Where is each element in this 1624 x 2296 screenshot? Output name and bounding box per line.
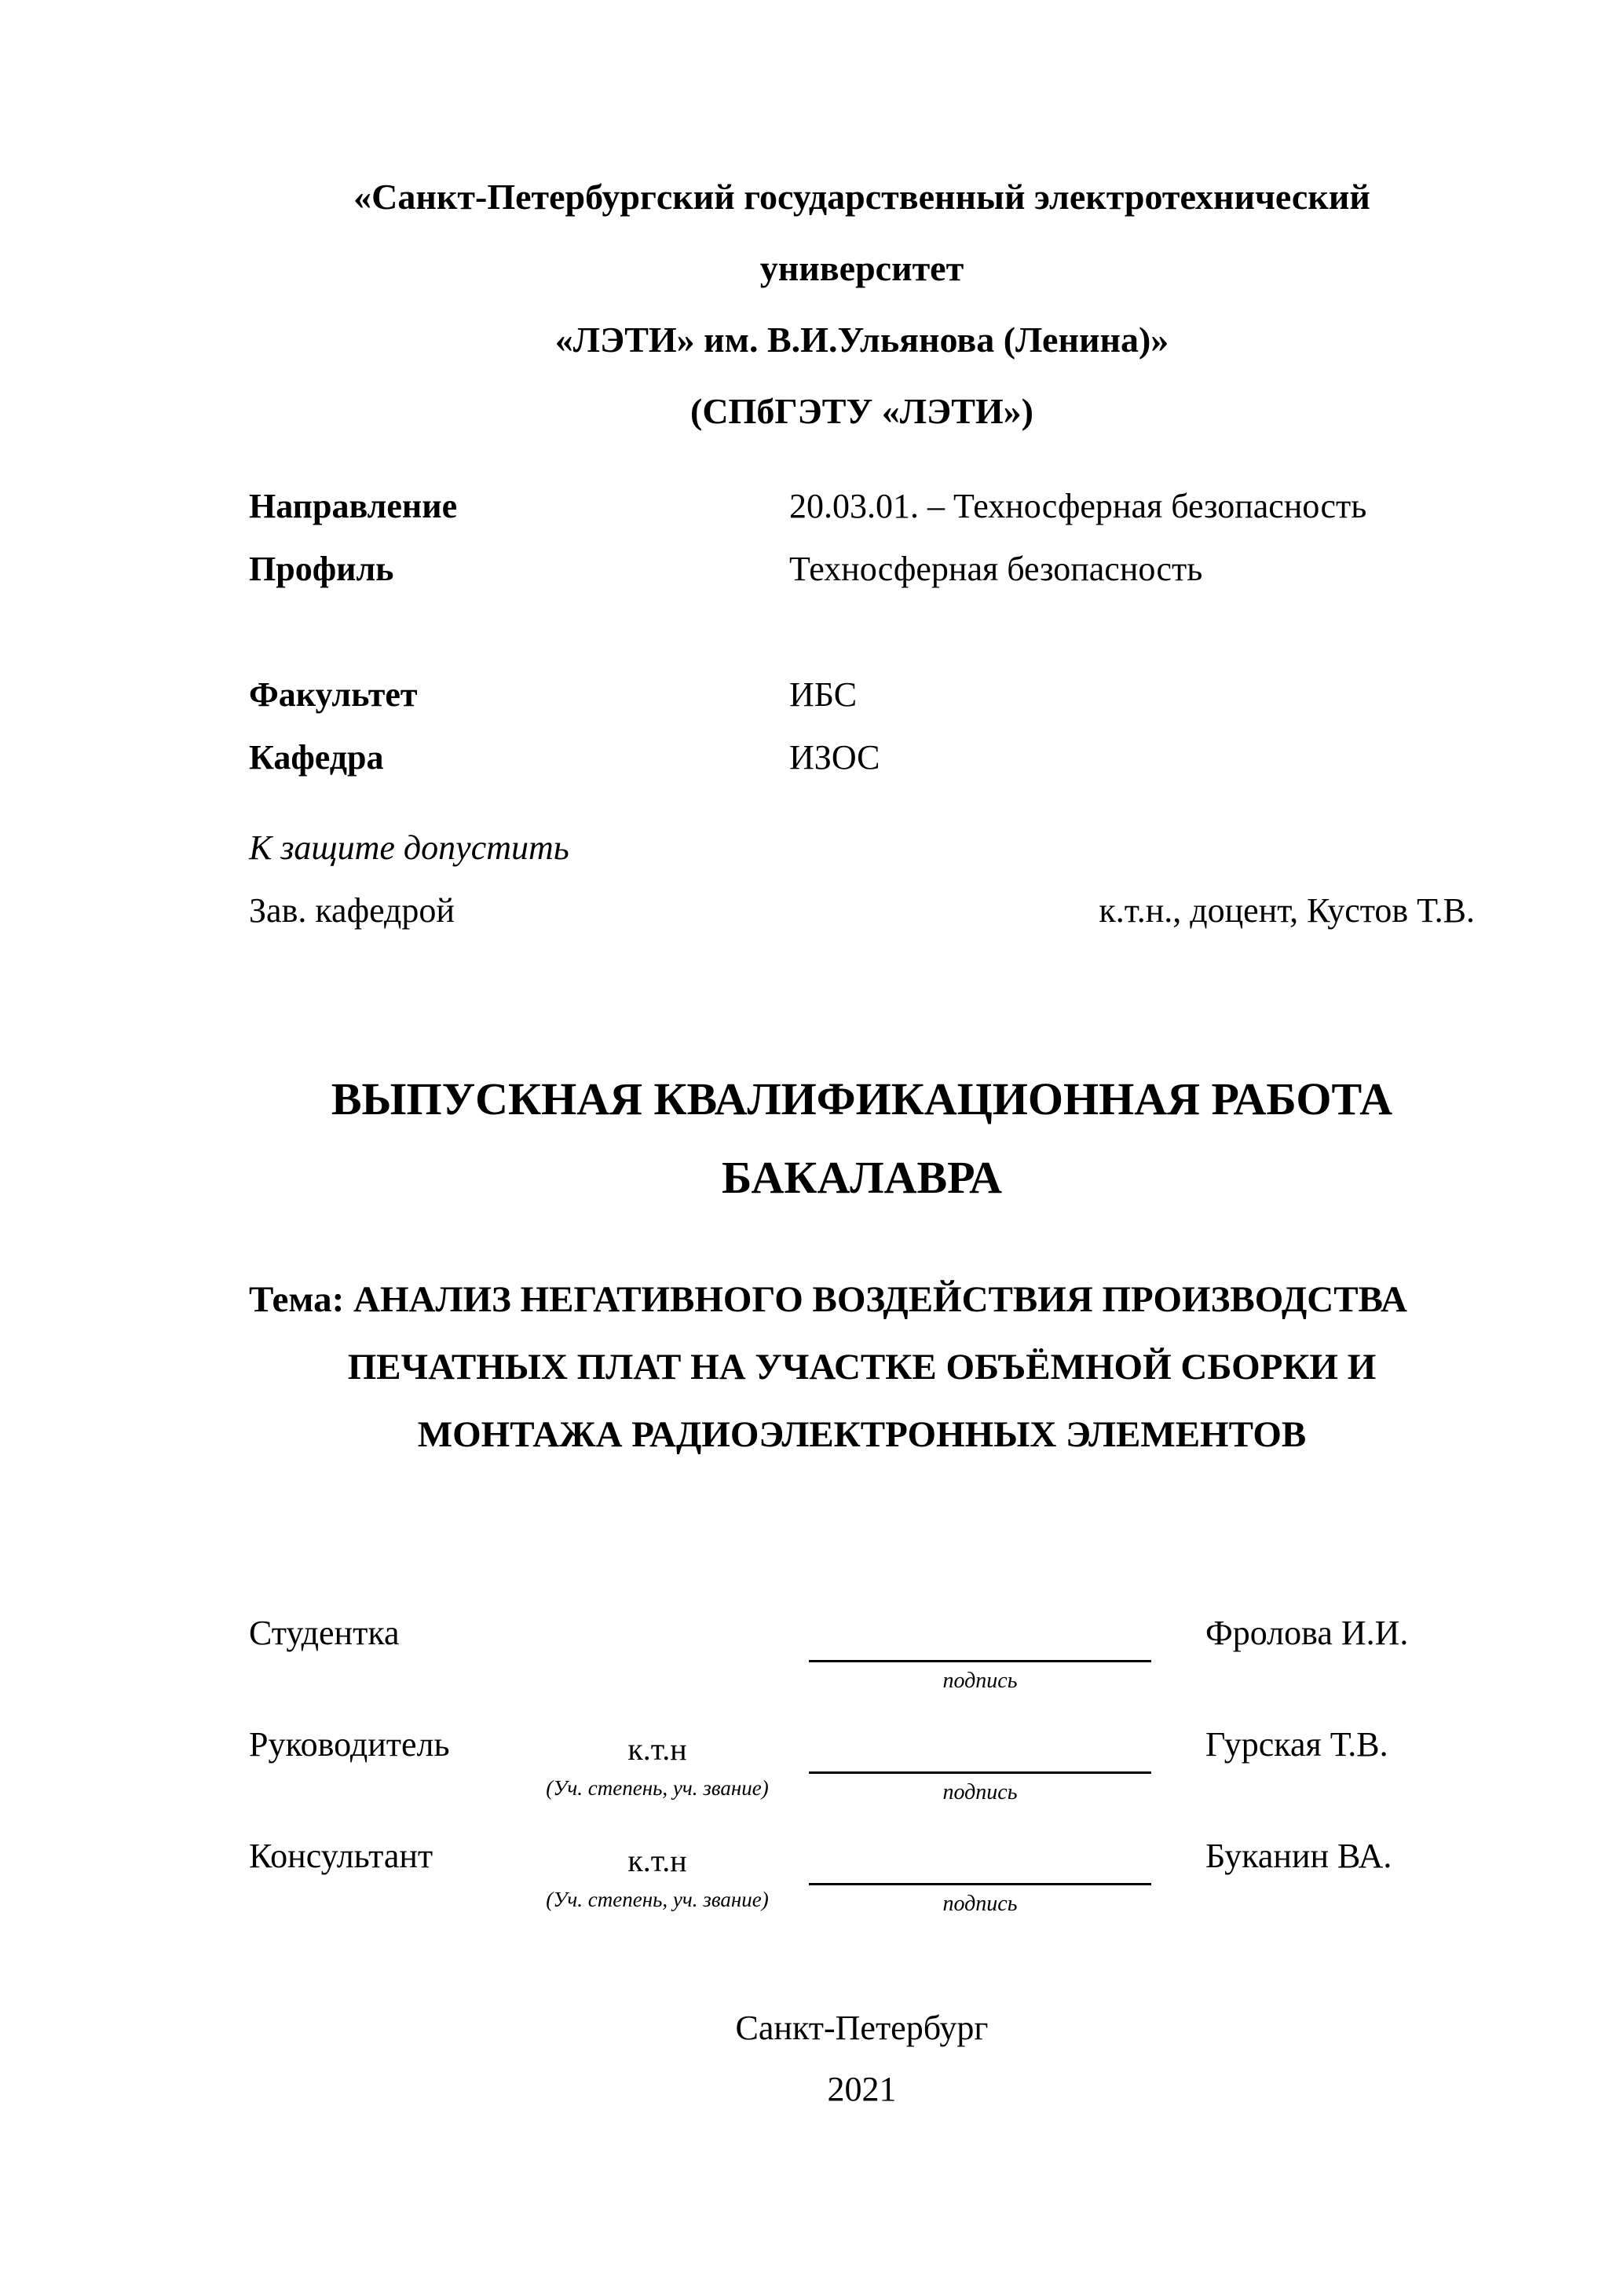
page-title (249, 1060, 1475, 1217)
signature-caption: подпись (942, 1669, 1018, 1693)
signature-line (809, 1839, 1151, 1885)
field-label: Факультет (249, 675, 418, 714)
admission-row (249, 879, 1475, 942)
page-title-line: БАКАЛАВРА (721, 1152, 1003, 1203)
admission-block (249, 817, 1475, 942)
footer-year: 2021 (827, 2070, 897, 2108)
field-label: Направление (249, 487, 458, 525)
signature-role: Руководитель (249, 1725, 450, 1764)
signature-degree: к.т.н (627, 1843, 687, 1878)
admission-label: Зав. кафедрой (249, 891, 455, 930)
signature-role: Студентка (249, 1614, 400, 1652)
admission-note: К защите допустить (249, 828, 569, 867)
university-header-line: «Санкт-Петербургский государственный электротехнический (353, 177, 1370, 217)
thesis-theme-line: Тема: АНАЛИЗ НЕГАТИВНОГО ВОЗДЕЙСТВИЯ ПРОИЗВОДСТВА (249, 1279, 1407, 1320)
footer (249, 1998, 1475, 2120)
signature-line (809, 1727, 1151, 1774)
signature-name: Буканин ВА. (1205, 1837, 1392, 1875)
signatures-block (249, 1616, 1475, 1951)
footer-city: Санкт-Петербург (735, 2009, 989, 2047)
university-header-line: (СПбГЭТУ «ЛЭТИ») (690, 391, 1033, 431)
signature-role: Консультант (249, 1837, 433, 1875)
signature-line (809, 1616, 1151, 1662)
program-fields (249, 475, 1475, 789)
signature-caption: подпись (942, 1780, 1018, 1804)
field-label: Кафедра (249, 738, 384, 777)
signature-name: Гурская Т.В. (1205, 1725, 1388, 1764)
signature-caption: подпись (942, 1892, 1018, 1916)
signature-degree: к.т.н (627, 1731, 687, 1767)
field-value: Техносферная безопасность (789, 550, 1203, 588)
university-header-line: университет (759, 248, 964, 288)
admission-approver: к.т.н., доцент, Кустов Т.В. (1099, 891, 1475, 930)
signature-row-student (249, 1616, 1475, 1727)
field-row-direction (249, 475, 1475, 538)
university-header-line: «ЛЭТИ» им. В.И.Ульянова (Ленина)» (554, 320, 1169, 360)
signature-row-supervisor (249, 1727, 1475, 1839)
thesis-theme-line: ПЕЧАТНЫХ ПЛАТ НА УЧАСТКЕ ОБЪЁМНОЙ СБОРКИ И (347, 1347, 1377, 1387)
field-label: Профиль (249, 550, 394, 588)
field-row-faculty (249, 664, 1475, 726)
university-header (249, 161, 1475, 447)
field-row-department (249, 726, 1475, 789)
thesis-theme (249, 1266, 1475, 1468)
field-value: 20.03.01. – Техносферная безопасность (789, 487, 1367, 525)
spacer (249, 601, 1475, 664)
field-value: ИБС (789, 675, 858, 714)
degree-caption: (Уч. степень, уч. звание) (546, 1776, 769, 1800)
page-title-line: ВЫПУСКНАЯ КВАЛИФИКАЦИОННАЯ РАБОТА (331, 1073, 1393, 1124)
signature-name: Фролова И.И. (1205, 1614, 1409, 1652)
field-row-profile (249, 538, 1475, 601)
signature-row-consultant (249, 1839, 1475, 1951)
thesis-theme-line: МОНТАЖА РАДИОЭЛЕКТРОННЫХ ЭЛЕМЕНТОВ (417, 1414, 1307, 1455)
field-value: ИЗОС (789, 738, 880, 777)
degree-caption: (Уч. степень, уч. звание) (546, 1888, 769, 1911)
